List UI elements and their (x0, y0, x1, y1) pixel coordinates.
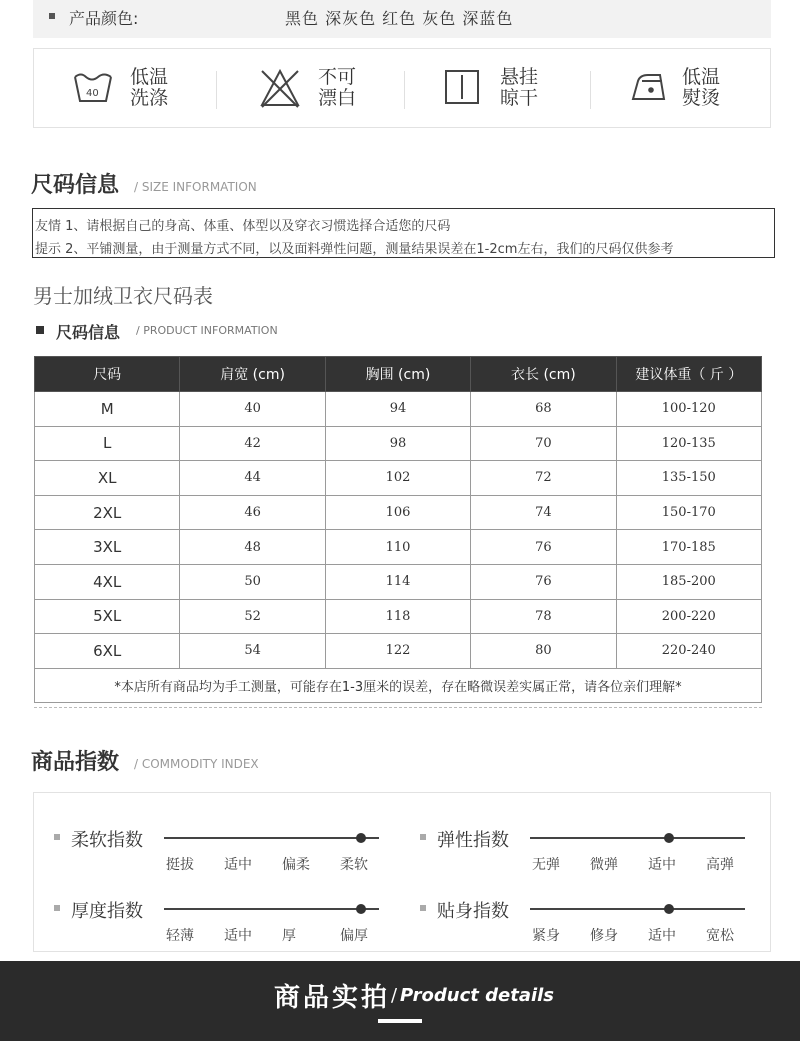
index-level: 适中 (648, 857, 676, 873)
cell-size: 3XL (35, 530, 180, 565)
table-row (35, 634, 762, 669)
index-level: 修身 (590, 928, 618, 944)
bullet-icon (49, 13, 55, 19)
cell-length: 68 (471, 392, 616, 427)
header-weight: 建议体重（ 斤 ） (616, 357, 761, 392)
index-level: 柔软 (340, 857, 368, 873)
index-level: 紧身 (532, 928, 560, 944)
header-size: 尺码 (35, 357, 180, 392)
product-color-values: 黑色 深灰色 红色 灰色 深蓝色 (285, 9, 514, 28)
hang-dry-icon (444, 67, 480, 107)
wash-40-icon (72, 67, 114, 107)
banner-underline (378, 1019, 422, 1023)
bullet-icon (54, 834, 60, 840)
index-level: 适中 (224, 928, 252, 944)
product-color-label: 产品颜色: (69, 9, 139, 28)
table-row (35, 392, 762, 427)
size-table-note-row (35, 668, 762, 702)
commodity-index-box (33, 792, 771, 952)
cell-chest: 118 (325, 599, 470, 634)
cell-size: 2XL (35, 495, 180, 530)
index-level: 宽松 (706, 928, 734, 944)
header-chest: 胸围 (cm) (325, 357, 470, 392)
header-length: 衣长 (cm) (471, 357, 616, 392)
cell-size: 6XL (35, 634, 180, 669)
index-scale-line (164, 837, 379, 839)
cell-size: 5XL (35, 599, 180, 634)
index-marker (356, 904, 366, 914)
index-level: 偏柔 (282, 857, 310, 873)
cell-chest: 102 (325, 461, 470, 496)
cell-chest: 98 (325, 426, 470, 461)
cell-shoulder: 46 (180, 495, 325, 530)
care-line1: 低温 (682, 66, 721, 88)
care-label-iron (682, 67, 742, 109)
bullet-icon (36, 326, 44, 334)
size-table-note: *本店所有商品均为手工测量，可能存在1-3厘米的误差，存在略微误差实属正常，请各位亲们理解* (35, 668, 762, 702)
cell-shoulder: 42 (180, 426, 325, 461)
cell-length: 74 (471, 495, 616, 530)
cell-weight: 100-120 (616, 392, 761, 427)
cell-weight: 200-220 (616, 599, 761, 634)
index-name: 柔软指数 (71, 830, 143, 851)
cell-chest: 106 (325, 495, 470, 530)
cell-chest: 122 (325, 634, 470, 669)
index-level: 厚 (282, 928, 296, 944)
cell-shoulder: 48 (180, 530, 325, 565)
care-label-hang (500, 67, 560, 109)
header-shoulder: 肩宽 (cm) (180, 357, 325, 392)
cell-weight: 135-150 (616, 461, 761, 496)
low-iron-icon (630, 67, 670, 107)
cell-weight: 220-240 (616, 634, 761, 669)
table-row (35, 461, 762, 496)
cell-shoulder: 50 (180, 564, 325, 599)
cell-size: L (35, 426, 180, 461)
cell-chest: 114 (325, 564, 470, 599)
index-level: 偏厚 (340, 928, 368, 944)
cell-length: 80 (471, 634, 616, 669)
index-level: 高弹 (706, 857, 734, 873)
index-marker (356, 833, 366, 843)
care-line2: 熨烫 (682, 87, 721, 109)
index-name: 弹性指数 (437, 830, 509, 851)
index-scale-line (530, 908, 745, 910)
cell-size: XL (35, 461, 180, 496)
cell-shoulder: 44 (180, 461, 325, 496)
product-details-banner (0, 961, 800, 1041)
divider (216, 71, 217, 109)
cell-shoulder: 40 (180, 392, 325, 427)
no-bleach-icon (258, 67, 302, 109)
size-table (34, 356, 762, 703)
care-line2: 漂白 (318, 87, 357, 109)
care-line2: 晾干 (500, 87, 539, 109)
index-marker (664, 833, 674, 843)
index-level: 微弹 (590, 857, 618, 873)
cell-size: 4XL (35, 564, 180, 599)
care-line1: 低温 (130, 66, 169, 88)
cell-length: 76 (471, 564, 616, 599)
index-scale-line (530, 837, 745, 839)
cell-weight: 185-200 (616, 564, 761, 599)
care-line2: 洗涤 (130, 87, 169, 109)
table-row (35, 530, 762, 565)
index-marker (664, 904, 674, 914)
care-label-wash (130, 67, 190, 109)
index-level: 挺拔 (166, 857, 194, 873)
index-name: 贴身指数 (437, 901, 509, 922)
index-level: 适中 (224, 857, 252, 873)
index-level: 轻薄 (166, 928, 194, 944)
banner-slash: / (391, 985, 398, 1006)
index-scale-line (164, 908, 379, 910)
commodity-index-subtitle: / COMMODITY INDEX (134, 757, 259, 771)
cell-length: 76 (471, 530, 616, 565)
index-name: 厚度指数 (71, 901, 143, 922)
divider (590, 71, 591, 109)
cell-chest: 110 (325, 530, 470, 565)
bullet-icon (420, 834, 426, 840)
commodity-index-title: 商品指数 (31, 750, 120, 775)
size-table-name: 男士加绒卫衣尺码表 (33, 284, 213, 308)
care-line1: 悬挂 (500, 66, 539, 88)
size-info-subtitle: / SIZE INFORMATION (134, 180, 257, 194)
table-row (35, 564, 762, 599)
cell-size: M (35, 392, 180, 427)
cell-shoulder: 54 (180, 634, 325, 669)
cell-length: 72 (471, 461, 616, 496)
cell-weight: 120-135 (616, 426, 761, 461)
bullet-icon (420, 905, 426, 911)
care-line1: 不可 (318, 66, 357, 88)
product-info-subtitle: / PRODUCT INFORMATION (136, 324, 278, 337)
size-table-header (35, 357, 762, 392)
product-color-row (33, 0, 771, 38)
care-label-bleach (318, 67, 378, 109)
index-level: 适中 (648, 928, 676, 944)
size-tip-1: 友情 1、请根据自己的身高、体重、体型以及穿衣习惯选择合适您的尺码 (35, 219, 451, 234)
cell-weight: 150-170 (616, 495, 761, 530)
banner-title: 商品实拍 (274, 983, 391, 1013)
table-row (35, 426, 762, 461)
banner-subtitle: Product details (400, 985, 555, 1006)
care-instructions (33, 48, 771, 128)
size-tip-2: 提示 2、平铺测量，由于测量方式不同，以及面料弹性问题，测量结果误差在1-2cm左右，我们的尺码仅供参考 (35, 242, 674, 257)
table-row (35, 495, 762, 530)
divider (404, 71, 405, 109)
divider (34, 707, 762, 708)
size-tips-box (32, 208, 775, 258)
index-level: 无弹 (532, 857, 560, 873)
bullet-icon (54, 905, 60, 911)
cell-length: 70 (471, 426, 616, 461)
cell-shoulder: 52 (180, 599, 325, 634)
product-info-title: 尺码信息 (56, 323, 121, 342)
cell-length: 78 (471, 599, 616, 634)
size-info-title: 尺码信息 (31, 173, 120, 198)
wash-temp-badge: 40 (86, 88, 99, 99)
cell-chest: 94 (325, 392, 470, 427)
cell-weight: 170-185 (616, 530, 761, 565)
table-row (35, 599, 762, 634)
